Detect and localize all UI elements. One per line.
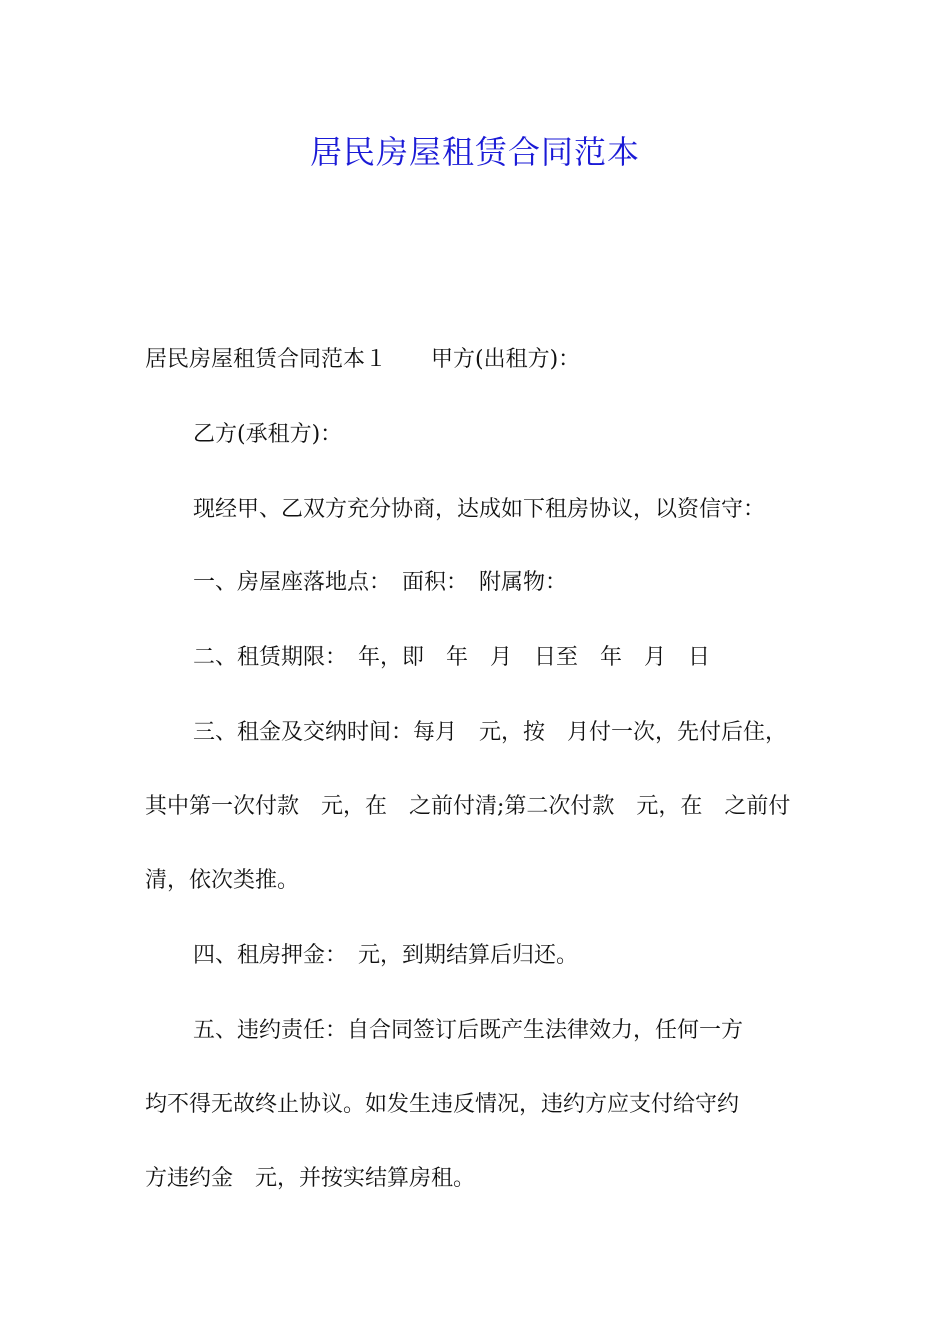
paragraph-line-11: 均不得无故终止协议。如发生违反情况，违约方应支付给守约 <box>145 1092 740 1117</box>
paragraph-line-7: 其中第一次付款 元，在 之前付清;第二次付款 元，在 之前付 <box>145 794 791 819</box>
paragraph-line-3: 现经甲、乙双方充分协商，达成如下租房协议，以资信守： <box>193 497 766 522</box>
paragraph-line-12: 方违约金 元，并按实结算房租。 <box>145 1166 476 1191</box>
paragraph-line-6: 三、租金及交纳时间：每月 元，按 月付一次，先付后住， <box>193 720 788 745</box>
paragraph-line-5: 二、租赁期限： 年，即 年 月 日至 年 月 日 <box>193 645 711 670</box>
paragraph-line-1: 居民房屋租赁合同范本１ 甲方(出租方)： <box>145 347 581 372</box>
paragraph-line-2: 乙方(承租方)： <box>193 422 343 447</box>
paragraph-line-8: 清，依次类推。 <box>145 868 300 893</box>
paragraph-line-9: 四、租房押金： 元，到期结算后归还。 <box>193 943 579 968</box>
paragraph-line-10: 五、违约责任：自合同签订后既产生法律效力，任何一方 <box>193 1018 744 1043</box>
paragraph-line-4: 一、房屋座落地点： 面积： 附属物： <box>193 570 568 595</box>
document-title: 居民房屋租赁合同范本 <box>309 133 640 171</box>
